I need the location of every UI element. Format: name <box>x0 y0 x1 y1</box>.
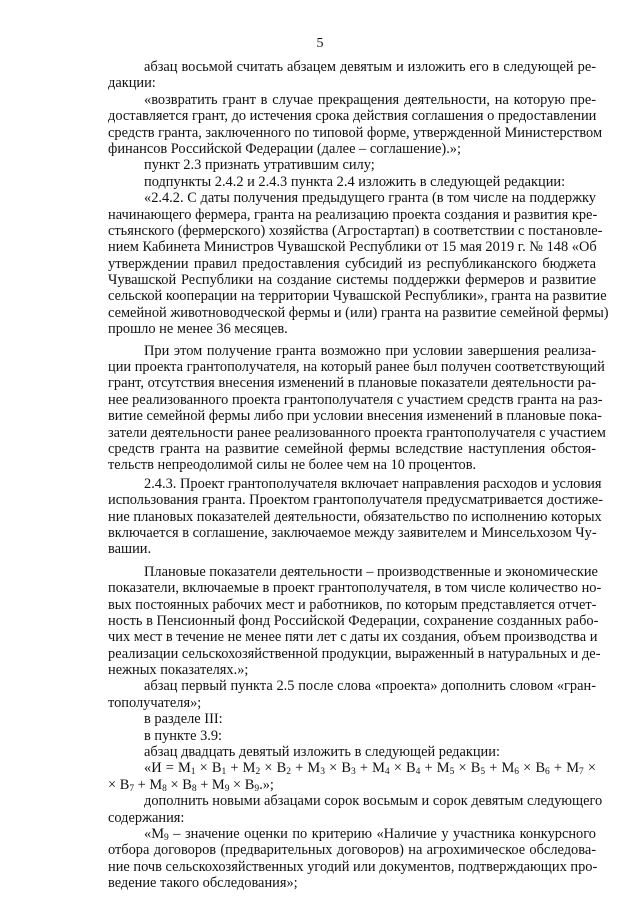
text-line: в разделе III: <box>144 711 223 728</box>
text-line: финансов Российской Федерации (далее – соглашение).»; <box>108 140 462 157</box>
text-line: абзац первый пункта 2.5 после слова «проекта» дополнить словом «гран- <box>144 678 596 695</box>
text-line: «возвратить грант в случае прекращения деятельности, на которую пре- <box>144 91 596 108</box>
text-line: сельской кооперации на территории Чувашской Республики», гранта на развитие <box>108 288 607 305</box>
text-line: нежных показателях.»; <box>108 662 249 679</box>
text-line: ние плановых показателей деятельности, обязательство по исполнению которых <box>108 508 602 525</box>
text-line: грант, отсутствия внесения изменений в плановые показатели деятельности ра- <box>108 375 596 392</box>
text-line: При этом получение гранта возможно при условии завершения реализа- <box>144 342 596 359</box>
text-line: затели деятельности ранее реализованного проекта грантополучателя с участием <box>108 424 606 441</box>
text-line: утверждении правил предоставления субсидий из республиканского бюджета <box>108 255 596 272</box>
text-line: ции проекта грантополучателя, на который ранее был получен соответствующий <box>108 359 605 376</box>
text-line: ние почв сельскохозяйственных угодий или документов, подтверждающих про- <box>108 858 598 875</box>
text-line: витие семейной фермы либо при условии внесения изменений в плановые пока- <box>108 408 602 425</box>
text-line: чих мест в течение не менее пяти лет с даты их создания, объем производства и <box>108 629 598 646</box>
text-line: вашии. <box>108 541 152 558</box>
text-line: Плановые показатели деятельности – производственные и экономические <box>144 563 598 580</box>
text-line: подпункты 2.4.2 и 2.4.3 пункта 2.4 изложить в следующей редакции: <box>144 173 566 190</box>
text-line: нием Кабинета Министров Чувашской Республики от 15 мая 2019 г. № 148 «Об <box>108 239 597 256</box>
text-line: включается в соглашение, заключаемое между заявителем и Минсельхозом Чу- <box>108 524 597 541</box>
text-line: начинающего фермера, гранта на реализацию проекта создания и развития кре- <box>108 206 598 223</box>
text-line: ведение такого обследования»; <box>108 875 298 892</box>
text-line: отбора договоров (предварительных договоров) на агрохимическое обследова- <box>108 842 596 859</box>
text-line: использования гранта. Проектом грантополучателя предусматривается достиже- <box>108 492 603 509</box>
text-line: семейной животноводческой фермы и (или) гранта на развитие семейной фермы) <box>108 304 609 321</box>
text-line: средств гранта, заключенного по типовой форме, утвержденной Министерством <box>108 124 603 141</box>
text-line: тельств непреодолимой силы не более чем на 10 процентов. <box>108 457 477 474</box>
text-line: «2.4.2. С даты получения предыдущего гранта (в том числе на поддержку <box>144 190 596 207</box>
text-line: 2.4.3. Проект грантополучателя включает направления расходов и условия <box>144 475 602 492</box>
text-line: «$М_9$ – значение оценки по критерию «Наличие у участника конкурсного <box>144 825 596 843</box>
text-line: дакции: <box>108 75 156 92</box>
text-line: вых постоянных рабочих мест и работников, по которым представляется отчет- <box>108 596 597 613</box>
text-line: × $В_7 + М_8 \times В_8 + М_9 \times В_9$.»; <box>108 776 274 794</box>
text-line: Чувашской Республики на создание системы поддержки фермеров и развитие <box>108 272 596 289</box>
text-line: доставляется грант, до истечения срока действия соглашения о предоставлении <box>108 108 597 125</box>
document-body <box>108 59 609 892</box>
text-line: тополучателя»; <box>108 694 202 711</box>
text-line: ность в Пенсионный фонд Российской Федерации, сохранение созданных рабо- <box>108 612 599 629</box>
page-number: 5 <box>316 36 324 51</box>
text-line: дополнить новыми абзацами сорок восьмым и сорок девятым следующего <box>144 793 603 810</box>
text-line: абзац двадцать девятый изложить в следующей редакции: <box>144 744 500 761</box>
text-line: в пункте 3.9: <box>144 727 223 744</box>
text-line: абзац восьмой считать абзацем девятым и изложить его в следующей ре- <box>144 59 596 75</box>
text-line: пункт 2.3 признать утратившим силу; <box>144 157 375 174</box>
text-line: реализации сельскохозяйственной продукции, выраженный в натуральных и де- <box>108 645 601 662</box>
text-line: прошло не менее 36 месяцев. <box>108 321 288 338</box>
text-line: нее реализованного проекта грантополучателя с участием средств гранта на раз- <box>108 391 603 408</box>
text-line: показатели, включаемые в проект грантополучателя, в том числе количество но- <box>108 580 602 597</box>
text-line: стьянского (фермерского) хозяйства (Агростартап) в соответствии с постановле- <box>108 222 603 239</box>
text-line: «$И = М_1 \times В_1 + М_2 \times В_2 + М_3 \times В_3 + М_4 \times В_4 + М_5 \times В_5 + М_6 \times В_6 + М_7$ × <box>144 760 597 778</box>
text-line: содержания: <box>108 809 185 826</box>
text-line: средств гранта на развитие семейной фермы вследствие наступления обстоя- <box>108 440 596 457</box>
